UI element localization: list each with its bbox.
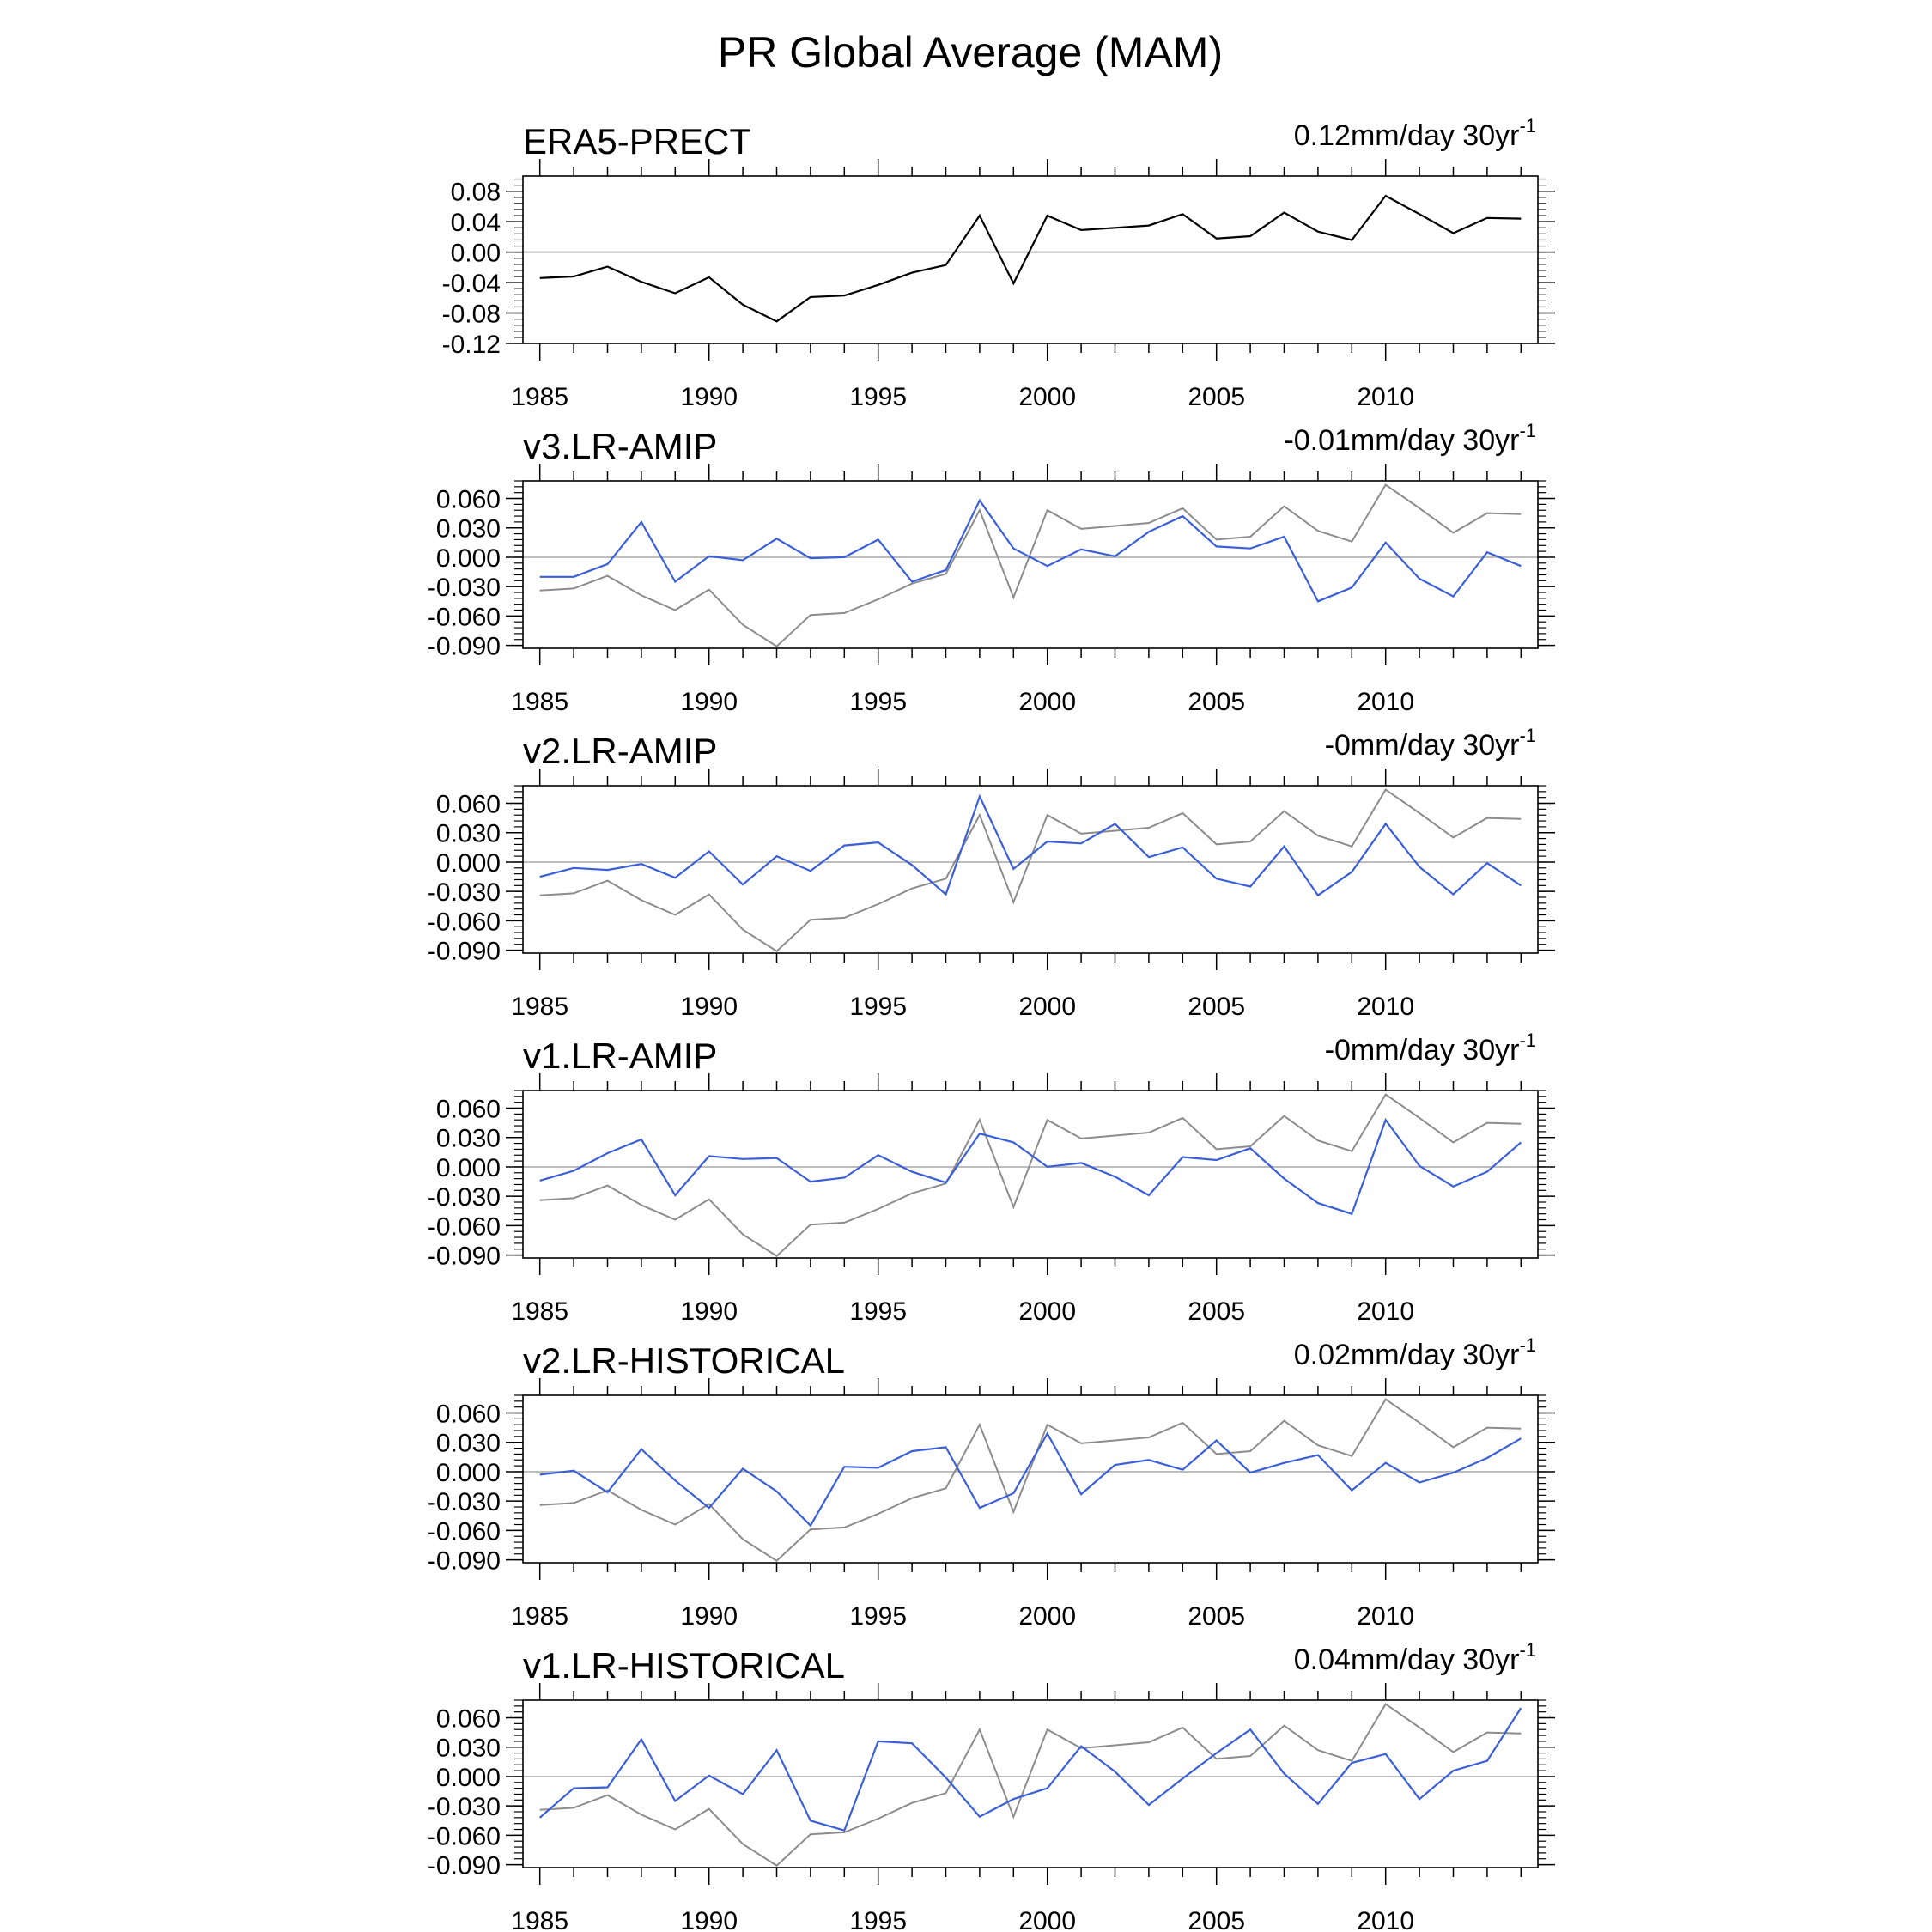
x-tick-label: 1995 bbox=[849, 383, 908, 411]
series-line-model bbox=[540, 501, 1522, 602]
panel-title: v3.LR-AMIP bbox=[523, 426, 718, 466]
y-tick-label: -0.060 bbox=[427, 1212, 501, 1242]
series-line-model bbox=[540, 1708, 1522, 1831]
panel-1 bbox=[428, 420, 1555, 716]
y-tick-label: 0.030 bbox=[435, 1429, 501, 1458]
x-tick-label: 1990 bbox=[680, 688, 738, 716]
trend-value: 0.04mm/day 30yr bbox=[1293, 1643, 1520, 1676]
trend-value: -0mm/day 30yr bbox=[1324, 729, 1520, 762]
x-tick-label: 2010 bbox=[1357, 1907, 1415, 1932]
y-tick-label: 0.04 bbox=[450, 209, 501, 238]
y-tick-label: -0.030 bbox=[427, 1183, 501, 1212]
trend-exponent: -1 bbox=[1519, 1334, 1536, 1356]
plot-frame bbox=[523, 786, 1538, 953]
series-line-model bbox=[540, 797, 1522, 896]
x-tick-label: 2000 bbox=[1018, 1297, 1077, 1326]
x-tick-label: 1985 bbox=[511, 383, 569, 411]
trend-exponent: -1 bbox=[1519, 420, 1536, 441]
trend-label bbox=[1284, 420, 1536, 457]
y-tick-label: 0.060 bbox=[435, 1400, 501, 1429]
trend-label bbox=[1325, 1030, 1536, 1066]
x-tick-label: 2005 bbox=[1188, 383, 1246, 411]
y-tick-label: 0.030 bbox=[435, 1124, 501, 1153]
x-tick-label: 1995 bbox=[849, 1297, 908, 1326]
y-tick-label: 0.060 bbox=[435, 790, 501, 819]
panel-title: v1.LR-HISTORICAL bbox=[523, 1645, 845, 1686]
x-tick-label: 1990 bbox=[680, 993, 738, 1021]
panel-4 bbox=[428, 1334, 1555, 1631]
x-tick-label: 2000 bbox=[1018, 383, 1077, 411]
trend-label bbox=[1325, 725, 1536, 762]
y-tick-label: -0.090 bbox=[427, 1242, 501, 1271]
panel-title: v1.LR-AMIP bbox=[523, 1036, 718, 1076]
y-tick-label: 0.030 bbox=[435, 1734, 501, 1763]
x-tick-label: 2010 bbox=[1357, 993, 1415, 1021]
x-tick-label: 2000 bbox=[1018, 1907, 1077, 1932]
y-tick-label: -0.060 bbox=[427, 908, 501, 937]
trend-label bbox=[1294, 1334, 1536, 1371]
series-line-ref bbox=[540, 790, 1522, 951]
panel-3 bbox=[428, 1030, 1555, 1326]
panels bbox=[428, 115, 1555, 1932]
plot-frame bbox=[523, 1395, 1538, 1563]
x-tick-label: 2005 bbox=[1188, 688, 1246, 716]
figure-title: PR Global Average (MAM) bbox=[717, 28, 1224, 76]
x-tick-label: 1990 bbox=[680, 1907, 738, 1932]
y-tick-label: -0.090 bbox=[427, 1851, 501, 1880]
y-tick-label: -0.060 bbox=[427, 1517, 501, 1546]
trend-value: -0.01mm/day 30yr bbox=[1284, 424, 1520, 457]
x-tick-label: 2005 bbox=[1188, 1602, 1246, 1631]
x-tick-label: 2010 bbox=[1357, 383, 1415, 411]
x-tick-label: 2005 bbox=[1188, 1907, 1246, 1932]
x-tick-label: 1990 bbox=[680, 383, 738, 411]
x-tick-label: 1995 bbox=[849, 1602, 908, 1631]
x-tick-label: 1985 bbox=[511, 1907, 569, 1932]
x-tick-label: 2005 bbox=[1188, 1297, 1246, 1326]
y-tick-label: -0.060 bbox=[427, 1822, 501, 1851]
y-tick-label: -0.030 bbox=[427, 574, 501, 603]
x-tick-label: 2000 bbox=[1018, 993, 1077, 1021]
panel-0 bbox=[442, 115, 1555, 411]
y-tick-label: 0.030 bbox=[435, 819, 501, 848]
series-line-ref bbox=[540, 1400, 1522, 1561]
x-tick-label: 2000 bbox=[1018, 688, 1077, 716]
y-tick-label: -0.12 bbox=[441, 331, 501, 359]
plot-frame bbox=[523, 1091, 1538, 1258]
y-tick-label: 0.030 bbox=[435, 514, 501, 544]
x-tick-label: 1995 bbox=[849, 993, 908, 1021]
x-tick-label: 1985 bbox=[511, 688, 569, 716]
series-line-obs bbox=[540, 196, 1522, 321]
x-tick-label: 1985 bbox=[511, 1297, 569, 1326]
x-tick-label: 2010 bbox=[1357, 1602, 1415, 1631]
trend-exponent: -1 bbox=[1519, 1639, 1536, 1661]
y-tick-label: 0.060 bbox=[435, 485, 501, 514]
x-tick-label: 1985 bbox=[511, 1602, 569, 1631]
y-tick-label: -0.04 bbox=[441, 270, 501, 299]
panel-title: v2.LR-AMIP bbox=[523, 731, 718, 771]
y-tick-label: 0.060 bbox=[435, 1095, 501, 1124]
y-tick-label: 0.060 bbox=[435, 1704, 501, 1734]
series-line-model bbox=[540, 1434, 1522, 1526]
y-tick-label: -0.030 bbox=[427, 1793, 501, 1822]
y-tick-label: -0.030 bbox=[427, 878, 501, 908]
series-line-ref bbox=[540, 1704, 1522, 1866]
x-tick-label: 1990 bbox=[680, 1602, 738, 1631]
trend-value: -0mm/day 30yr bbox=[1324, 1034, 1520, 1066]
x-tick-label: 2010 bbox=[1357, 688, 1415, 716]
trend-exponent: -1 bbox=[1519, 725, 1536, 746]
y-tick-label: -0.08 bbox=[441, 300, 501, 329]
x-tick-label: 1985 bbox=[511, 993, 569, 1021]
trend-label bbox=[1294, 115, 1536, 152]
y-tick-label: 0.000 bbox=[435, 544, 501, 573]
y-tick-label: 0.000 bbox=[435, 1153, 501, 1182]
trend-exponent: -1 bbox=[1519, 115, 1536, 137]
y-tick-label: 0.000 bbox=[435, 848, 501, 878]
panel-title: ERA5-PRECT bbox=[523, 121, 752, 161]
trend-value: 0.02mm/day 30yr bbox=[1293, 1339, 1520, 1371]
y-tick-label: 0.000 bbox=[435, 1763, 501, 1792]
x-tick-label: 2005 bbox=[1188, 993, 1246, 1021]
panel-5 bbox=[428, 1639, 1555, 1932]
x-tick-label: 1995 bbox=[849, 1907, 908, 1932]
y-tick-label: -0.090 bbox=[427, 632, 501, 661]
x-tick-label: 1990 bbox=[680, 1297, 738, 1326]
series-line-ref bbox=[540, 485, 1522, 647]
x-tick-label: 1995 bbox=[849, 688, 908, 716]
trend-label bbox=[1294, 1639, 1536, 1676]
panel-2 bbox=[428, 725, 1555, 1021]
plot-frame bbox=[523, 1700, 1538, 1868]
plot-frame bbox=[523, 481, 1538, 648]
trend-value: 0.12mm/day 30yr bbox=[1293, 119, 1520, 152]
y-tick-label: 0.08 bbox=[450, 178, 501, 207]
y-tick-label: 0.00 bbox=[450, 239, 501, 268]
x-tick-label: 2010 bbox=[1357, 1297, 1415, 1326]
panel-title: v2.LR-HISTORICAL bbox=[523, 1340, 845, 1381]
y-tick-label: 0.000 bbox=[435, 1458, 501, 1487]
y-tick-label: -0.090 bbox=[427, 1546, 501, 1576]
y-tick-label: -0.090 bbox=[427, 937, 501, 966]
x-tick-label: 2000 bbox=[1018, 1602, 1077, 1631]
trend-exponent: -1 bbox=[1519, 1030, 1536, 1051]
y-tick-label: -0.060 bbox=[427, 603, 501, 632]
y-tick-label: -0.030 bbox=[427, 1488, 501, 1517]
plot-frame bbox=[523, 176, 1538, 343]
series-line-ref bbox=[540, 1095, 1522, 1256]
